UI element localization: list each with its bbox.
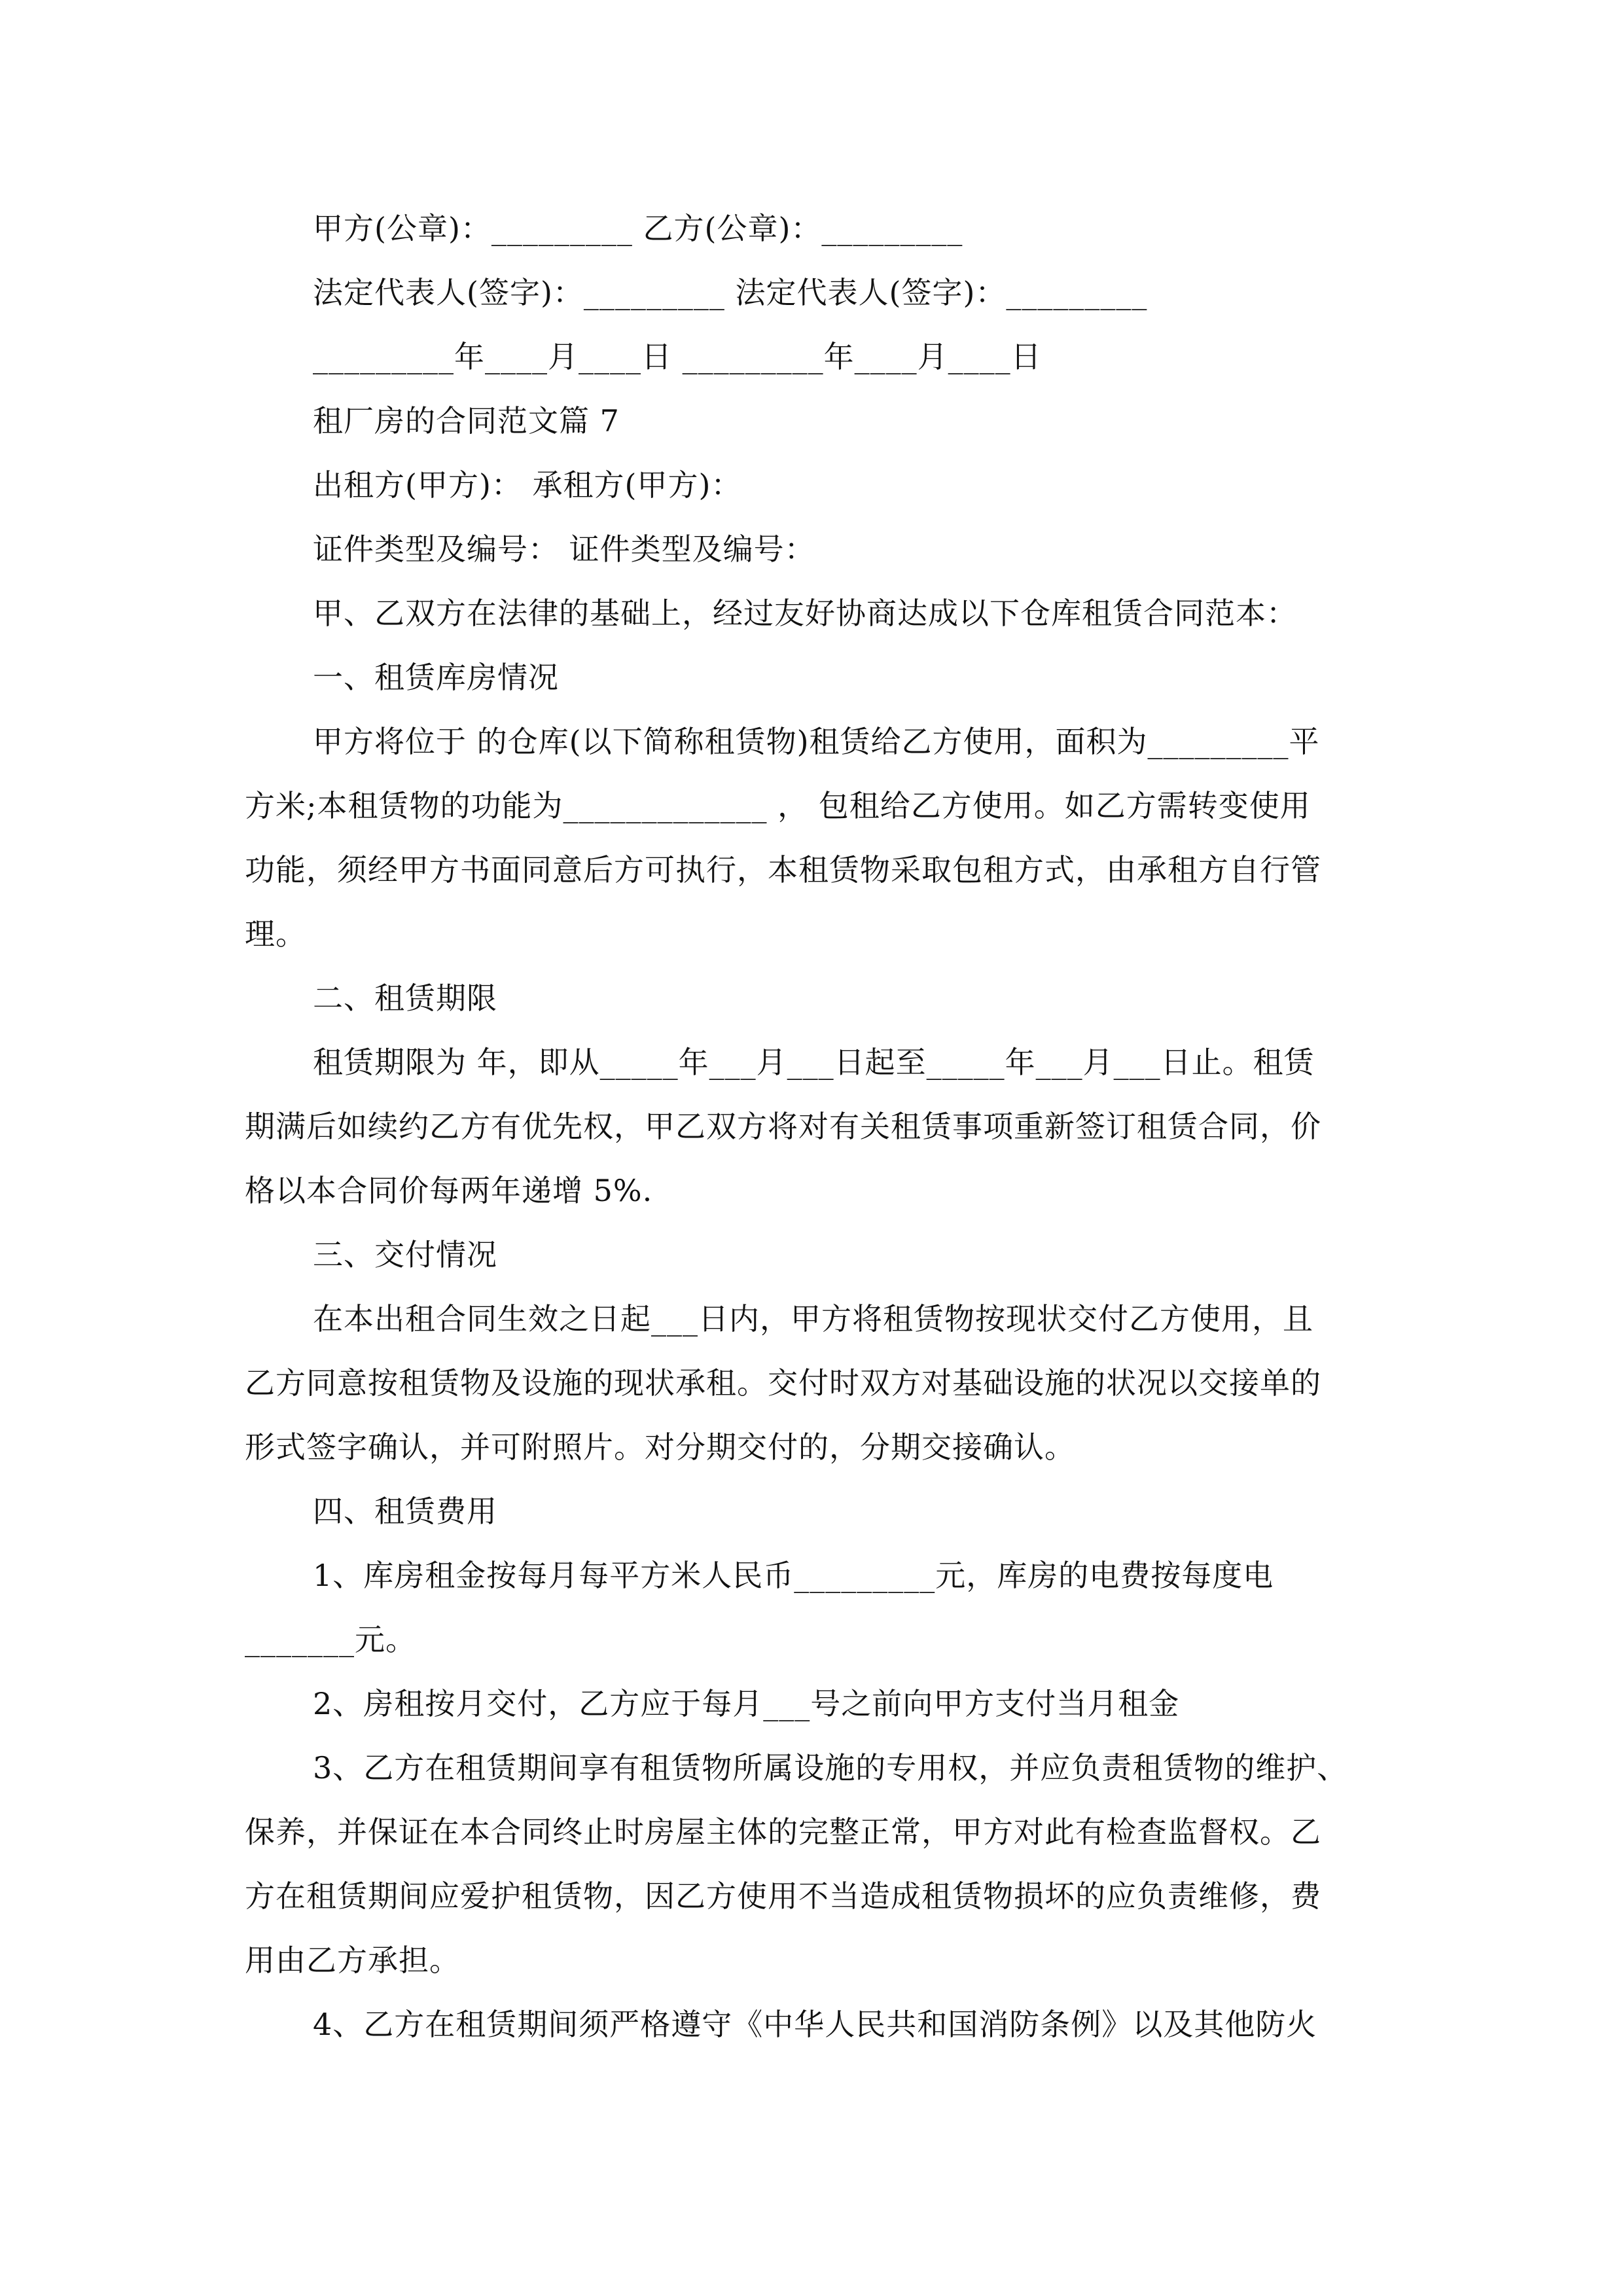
- text-line: [245, 1928, 1383, 1992]
- line-text: 3、乙方在租赁期间享有租赁物所属设施的专用权，并应负责租赁物的维护、: [313, 1750, 1348, 1785]
- text-line: [245, 1030, 1383, 1094]
- text-line: [245, 517, 1383, 581]
- heading-text: 二、租赁期限: [313, 980, 497, 1016]
- text-line: [245, 1864, 1383, 1928]
- text-line: [245, 1607, 1383, 1672]
- text-line: [245, 1158, 1383, 1223]
- text-line: [245, 325, 1383, 389]
- text-line: [245, 581, 1383, 645]
- text-line: [245, 389, 1383, 453]
- heading-text: 四、租赁费用: [313, 1494, 497, 1529]
- text-line: [245, 1287, 1383, 1351]
- text-line: [245, 196, 1383, 260]
- line-text: 在本出租合同生效之日起___日内，甲方将租赁物按现状交付乙方使用，且: [313, 1301, 1313, 1336]
- section-heading: [245, 1223, 1383, 1287]
- text-line: [245, 1992, 1383, 2056]
- line-text: 1、库房租金按每月每平方米人民币_________元，库房的电费按每度电: [313, 1558, 1274, 1593]
- line-text: 方米;本租赁物的功能为_____________ ， 包租给乙方使用。如乙方需转变使用: [245, 788, 1311, 823]
- line-text: 理。: [245, 916, 306, 952]
- text-line: [245, 1415, 1383, 1479]
- section-heading: [245, 966, 1383, 1030]
- line-text: 用由乙方承担。: [245, 1943, 460, 1978]
- line-text: 证件类型及编号： 证件类型及编号：: [313, 531, 815, 567]
- line-text: 租赁期限为 年，即从_____年___月___日起至_____年___月___日止。租赁: [313, 1045, 1315, 1080]
- line-text: _______元。: [245, 1622, 416, 1657]
- line-text: _________年____月____日 _________年____月____日: [313, 339, 1042, 374]
- text-line: [245, 709, 1383, 774]
- text-line: [245, 838, 1383, 902]
- text-line: [245, 1736, 1383, 1800]
- text-line: [245, 774, 1383, 838]
- text-line: [245, 1543, 1383, 1607]
- line-text: 形式签字确认，并可附照片。对分期交付的，分期交接确认。: [245, 1429, 1075, 1465]
- text-line: [245, 1800, 1383, 1864]
- line-text: 期满后如续约乙方有优先权，甲乙双方将对有关租赁事项重新签订租赁合同，价: [245, 1109, 1321, 1144]
- line-text: 甲、乙双方在法律的基础上，经过友好协商达成以下仓库租赁合同范本：: [313, 596, 1297, 631]
- line-text: 出租方(甲方)： 承租方(甲方)：: [313, 467, 742, 503]
- line-text: 法定代表人(签字)：_________ 法定代表人(签字)：_________: [313, 275, 1148, 310]
- text-line: [245, 1094, 1383, 1158]
- line-text: 功能，须经甲方书面同意后方可执行，本租赁物采取包租方式，由承租方自行管: [245, 852, 1321, 888]
- line-text: 格以本合同价每两年递增 5%.: [245, 1173, 653, 1208]
- line-text: 甲方将位于 的仓库(以下简称租赁物)租赁给乙方使用，面积为_________平: [313, 724, 1320, 759]
- text-line: [245, 1672, 1383, 1736]
- section-heading: [245, 645, 1383, 709]
- line-text: 2、房租按月交付，乙方应于每月___号之前向甲方支付当月租金: [313, 1686, 1180, 1721]
- heading-text: 一、租赁库房情况: [313, 660, 559, 695]
- heading-text: 三、交付情况: [313, 1237, 497, 1272]
- line-text: 保养，并保证在本合同终止时房屋主体的完整正常，甲方对此有检查监督权。乙: [245, 1814, 1321, 1850]
- text-line: [245, 453, 1383, 517]
- section-heading: [245, 1479, 1383, 1543]
- line-text: 乙方同意按租赁物及设施的现状承租。交付时双方对基础设施的状况以交接单的: [245, 1365, 1321, 1401]
- text-line: [245, 902, 1383, 966]
- line-text: 租厂房的合同范文篇 7: [313, 403, 620, 439]
- document-body: [245, 196, 1383, 2056]
- line-text: 甲方(公章)：_________ 乙方(公章)：_________: [313, 211, 963, 246]
- text-line: [245, 260, 1383, 325]
- line-text: 4、乙方在租赁期间须严格遵守《中华人民共和国消防条例》以及其他防火: [313, 2007, 1317, 2042]
- text-line: [245, 1351, 1383, 1415]
- line-text: 方在租赁期间应爱护租赁物，因乙方使用不当造成租赁物损坏的应负责维修，费: [245, 1878, 1321, 1914]
